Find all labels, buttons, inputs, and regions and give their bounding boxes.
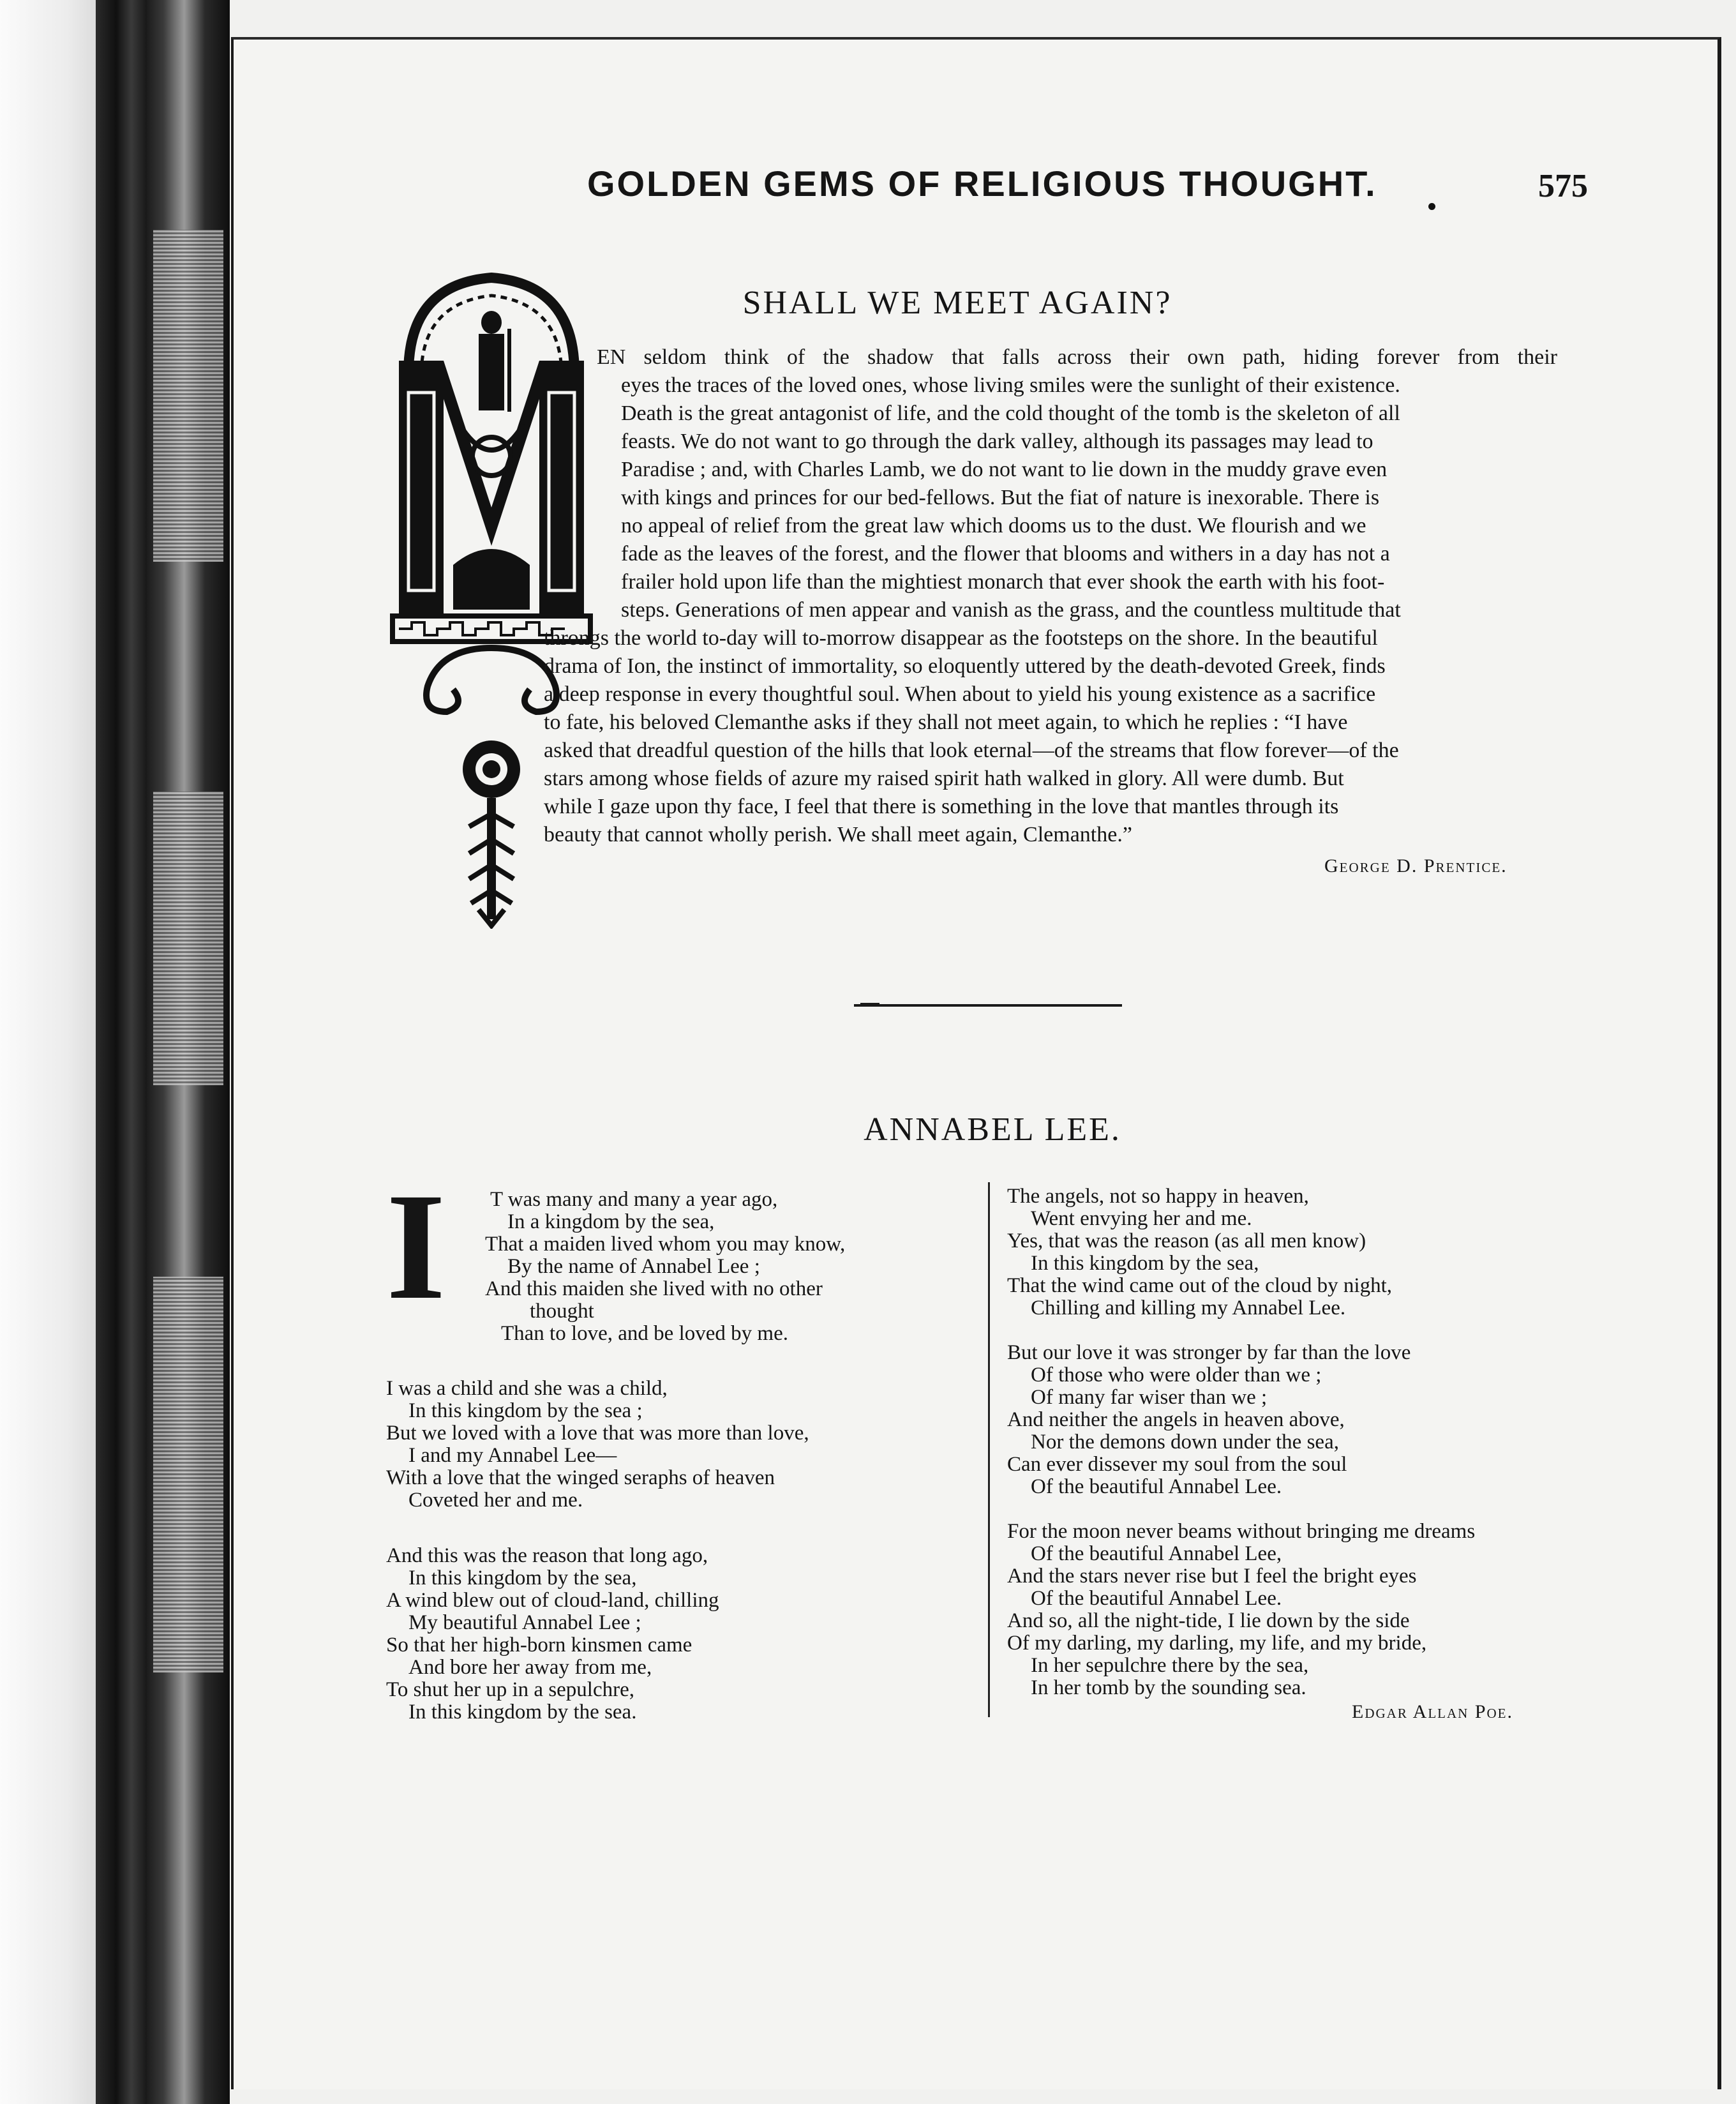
poem-line: I and my Annabel Lee— [408, 1444, 617, 1467]
poem-line: To shut her up in a sepulchre, [386, 1678, 635, 1701]
book-spine [96, 0, 147, 2104]
poem-line: Of those who were older than we ; [1031, 1364, 1322, 1386]
essay-line: to fate, his beloved Clemanthe asks if they shall not meet again, to which he replies : “I have [544, 710, 1348, 734]
poem-line: thought [530, 1300, 594, 1323]
section-divider-dash [860, 1003, 879, 1007]
essay-line: Death is the great antagonist of life, and the cold thought of the tomb is the skeleton of all [621, 402, 1400, 425]
poem-line: Can ever dissever my soul from the soul [1007, 1453, 1347, 1476]
poem-line: And so, all the night-tide, I lie down by the side [1007, 1609, 1410, 1632]
poem-line: For the moon never beams without bringing me dreams [1007, 1520, 1476, 1543]
poem-line: And neither the angels in heaven above, [1007, 1408, 1345, 1431]
poem-line: My beautiful Annabel Lee ; [408, 1611, 641, 1634]
poem-line: The angels, not so happy in heaven, [1007, 1185, 1309, 1208]
poem-dropcap: I [386, 1161, 446, 1331]
poem-line: In this kingdom by the sea ; [408, 1399, 643, 1422]
essay-line: a deep response in every thoughtful soul. When about to yield his young existence as a sacrifice [544, 682, 1376, 706]
ink-dot [1428, 203, 1435, 210]
poem-line: That a maiden lived whom you may know, [485, 1233, 846, 1256]
poem-line: Yes, that was the reason (as all men know) [1007, 1229, 1366, 1252]
essay-line: with kings and princes for our bed-fellows. But the fiat of nature is inexorable. There is [621, 486, 1380, 509]
poem-line: In her sepulchre there by the sea, [1031, 1654, 1309, 1677]
poem-line: With a love that the winged seraphs of heaven [386, 1466, 775, 1489]
poem-attribution: Edgar Allan Poe. [1352, 1701, 1514, 1722]
poem-line: In this kingdom by the sea, [1031, 1252, 1259, 1275]
poem-line: And this was the reason that long ago, [386, 1544, 708, 1567]
poem-line: So that her high-born kinsmen came [386, 1634, 692, 1657]
poem-line: But our love it was stronger by far than the love [1007, 1341, 1411, 1364]
poem-line: Of my darling, my darling, my life, and my bride, [1007, 1632, 1427, 1655]
essay-line: throngs the world to-day will to-morrow disappear as the footsteps on the shore. In the beautiful [544, 626, 1378, 650]
essay-title: SHALL WE MEET AGAIN? [742, 285, 1172, 321]
essay-line: frailer hold upon life than the mightiest monarch that ever shook the earth with his foot- [621, 570, 1385, 594]
essay-line: beauty that cannot wholly perish. We shall meet again, Clemanthe.” [544, 823, 1132, 846]
poem-line: In this kingdom by the sea, [408, 1567, 637, 1589]
poem-line: Of many far wiser than we ; [1031, 1386, 1268, 1409]
page-number: 575 [1538, 168, 1588, 204]
poem-line: In this kingdom by the sea. [408, 1701, 637, 1724]
essay-line: fade as the leaves of the forest, and the flower that blooms and withers in a day has not a [621, 542, 1390, 566]
left-page-edge [0, 0, 96, 2104]
poem-line: And the stars never rise but I feel the bright eyes [1007, 1565, 1417, 1588]
poem-line: Of the beautiful Annabel Lee. [1031, 1587, 1282, 1610]
poem-line: That the wind came out of the cloud by night, [1007, 1274, 1393, 1297]
poem-line: By the name of Annabel Lee ; [507, 1255, 760, 1278]
poem-line: In a kingdom by the sea, [507, 1210, 715, 1233]
binding-gauze [153, 792, 223, 1085]
poem-line: Of the beautiful Annabel Lee. [1031, 1475, 1282, 1498]
binding-gauze [153, 230, 223, 562]
poem-line: But we loved with a love that was more than love, [386, 1422, 809, 1445]
section-divider [854, 1004, 1122, 1007]
poem-line: Coveted her and me. [408, 1489, 583, 1512]
running-head: GOLDEN GEMS OF RELIGIOUS THOUGHT. [587, 163, 1377, 204]
column-rule [988, 1182, 990, 1717]
binding-gauze [153, 1277, 223, 1672]
essay-line: EN seldom think of the shadow that falls across their own path, hiding forever from their [597, 345, 1557, 369]
poem-line: Went envying her and me. [1031, 1207, 1252, 1230]
essay-line: Paradise ; and, with Charles Lamb, we do not want to lie down in the muddy grave even [621, 458, 1388, 481]
poem-line: A wind blew out of cloud-land, chilling [386, 1589, 719, 1612]
poem-line: And this maiden she lived with no other [485, 1277, 823, 1300]
poem-line: I was a child and she was a child, [386, 1377, 668, 1400]
poem-line: And bore her away from me, [408, 1656, 652, 1679]
essay-attribution: George D. Prentice. [1324, 855, 1508, 876]
essay-line: feasts. We do not want to go through the dark valley, although its passages may lead to [621, 430, 1373, 453]
essay-line: drama of Ion, the instinct of immortality, so eloquently uttered by the death-devoted Greek, finds [544, 654, 1386, 678]
essay-line: stars among whose fields of azure my raised spirit hath walked in glory. All were dumb. But [544, 767, 1344, 790]
poem-line: Chilling and killing my Annabel Lee. [1031, 1296, 1346, 1319]
poem-title: ANNABEL LEE. [864, 1111, 1121, 1148]
poem-line: Than to love, and be loved by me. [501, 1322, 788, 1345]
essay-line: no appeal of relief from the great law which dooms us to the dust. We flourish and we [621, 514, 1366, 537]
essay-line: steps. Generations of men appear and vanish as the grass, and the countless multitude that [621, 598, 1401, 622]
poem-line: Nor the demons down under the sea, [1031, 1431, 1339, 1454]
essay-line: while I gaze upon thy face, I feel that there is something in the love that mantles through its [544, 795, 1339, 818]
poem-line: Of the beautiful Annabel Lee, [1031, 1542, 1282, 1565]
poem-line: In her tomb by the sounding sea. [1031, 1676, 1306, 1699]
poem-line: T was many and many a year ago, [490, 1188, 778, 1211]
essay-line: asked that dreadful question of the hills that look eternal—of the streams that flow forever—of the [544, 739, 1399, 762]
essay-line: eyes the traces of the loved ones, whose living smiles were the sunlight of their existence. [621, 373, 1400, 397]
